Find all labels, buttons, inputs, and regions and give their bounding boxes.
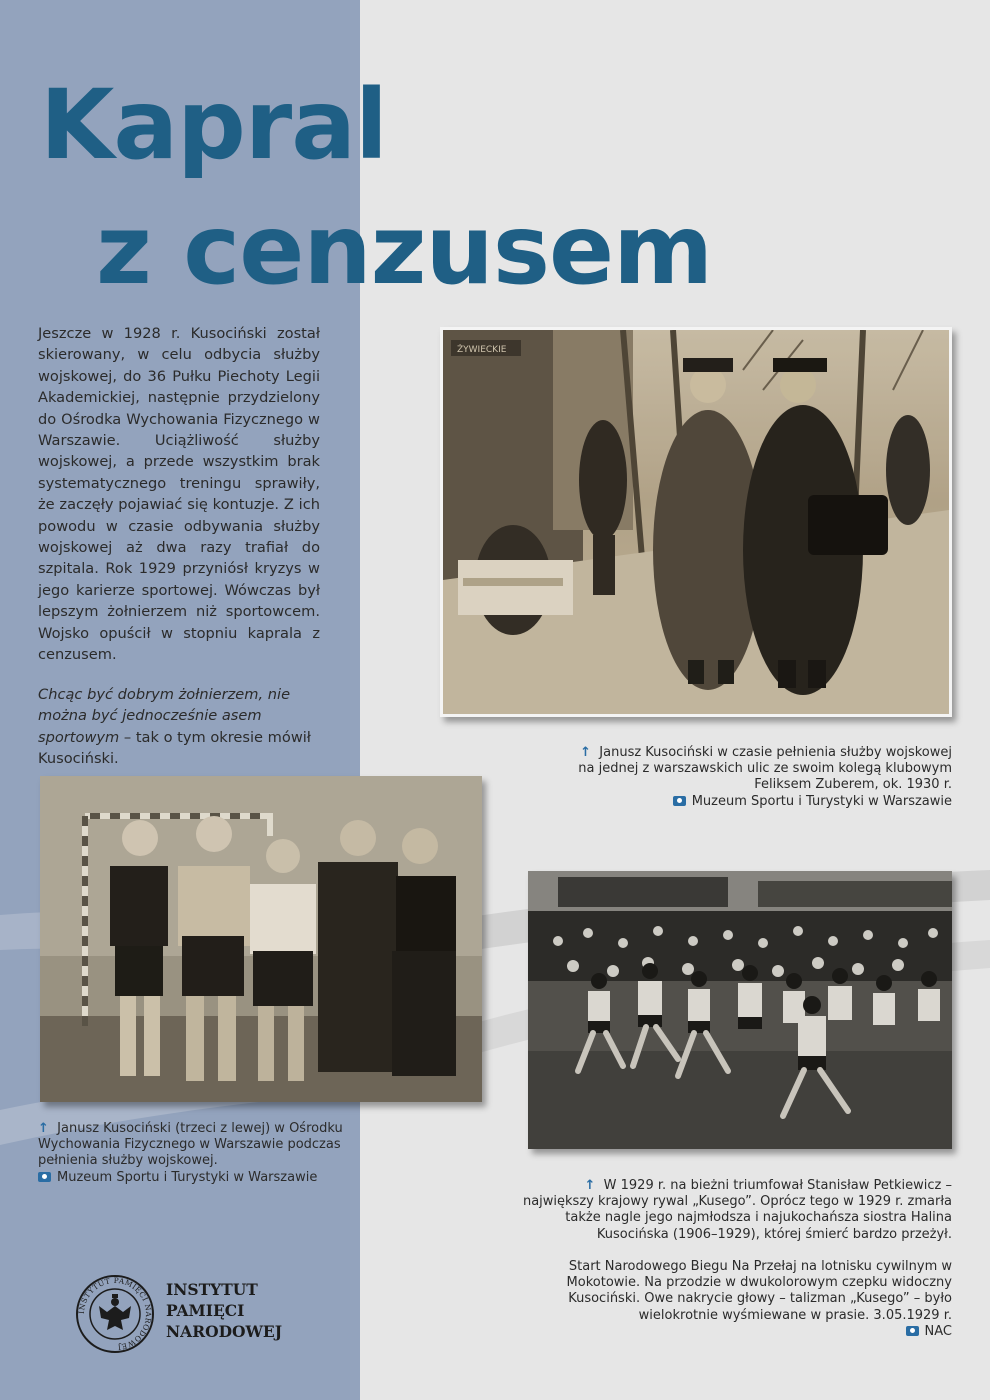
caption-photo-3-text-2: Start Narodowego Biegu Na Przełaj na lotnisku cywilnym w Mokotowie. Na przodzie w dwukolorowym czepku widoczny Kusociński. Owe nakrycie głowy – talizman „Kusego” – było wielokrotnie wyśmiewane w prasie. 3.05.1929 r. [566,1259,952,1323]
arrow-up-icon: ↑ [38,1121,49,1136]
quote-italic: Chcąc być dobrym żołnierzem, nie można być jednocześnie asem sportowym [38,686,291,746]
caption-photo-1-text: Janusz Kusociński w czasie pełnienia służby wojskowej na jednej z warszawskich ulic ze swoim kolegą klubowym Feliksem Zuberem, ok. 1930 r. [578,745,952,793]
caption-photo-2-text: Janusz Kusociński (trzeci z lewej) w Ośrodku Wychowania Fizycznego w Warszawie podczas pełnienia służby wojskowej. [38,1121,343,1169]
photo-gym-group [40,776,482,1102]
caption-photo-3 [520,1178,952,1243]
camera-icon [673,796,686,806]
page-title-line-2: z cenzusem [96,194,713,306]
caption-photo-3-text: W 1929 r. na bieżni triumfował Stanisław Petkiewicz – największy krajowy rywal „Kusego”. Oprócz tego w 1929 r. zmarła także nagle jego najmłodsza i najukochańsza siostra Halina Kusocińska (1906–1929), której śmierć bardzo przeżył. [522,1178,952,1242]
caption-photo-3-credit: NAC [924,1323,952,1339]
camera-icon [38,1172,51,1182]
caption-photo-2-credit: Muzeum Sportu i Turystyki w Warszawie [57,1169,318,1185]
caption-photo-1 [570,745,952,810]
arrow-up-icon: ↑ [580,745,592,760]
quote-attribution: – tak o tym okresie mówił Kusociński. [38,728,311,768]
caption-photo-2 [38,1121,356,1186]
arrow-up-icon: ↑ [584,1178,596,1193]
photo1-shop-sign: ŻYWIECKIE [457,345,507,355]
page-title-line-1: Kapral [40,69,387,181]
caption-photo-3-description [520,1259,952,1340]
caption-photo-1-credit: Muzeum Sportu i Turystyki w Warszawie [691,793,952,809]
photo-running-race [528,871,952,1149]
body-paragraph: Jeszcze w 1928 r. Kusociński został skierowany, w celu odbycia służby wojskowej, do 36 Pułku Piechoty Legii Akademickiej, następnie przydzielony do Ośrodka Wychowania Fizycznego w Warszawie. Uciążliwość służby wojskowej, a przede wszystkim brak systematycznego treningu sprawiły, że zaczęły pojawiać się kontuzje. Z ich powodu w czasie odbywania służby wojskowej aż dwa razy trafiał do szpitala. Rok 1929 przyniósł kryzys w jego karierze sportowej. Wówczas był lepszym żołnierzem niż sportowcem. Wojsko opuścił w stopniu kaprala z cenzusem. [38,325,320,664]
quote-block [38,684,328,770]
photo-street-scene [440,327,952,717]
logo-ring-text: INSTYTUT PAMIĘCI NARODOWEJ [76,1275,154,1352]
ipn-eagle-emblem-icon [75,1274,155,1354]
logo-text-line-3: NARODOWEJ [166,1322,283,1341]
logo-text-line-2: PAMIĘCI [166,1301,245,1320]
logo-text-line-1: INSTYTUT [166,1280,258,1299]
main-body-text [38,323,320,666]
camera-icon [906,1326,919,1336]
ipn-logo-text [166,1279,282,1342]
